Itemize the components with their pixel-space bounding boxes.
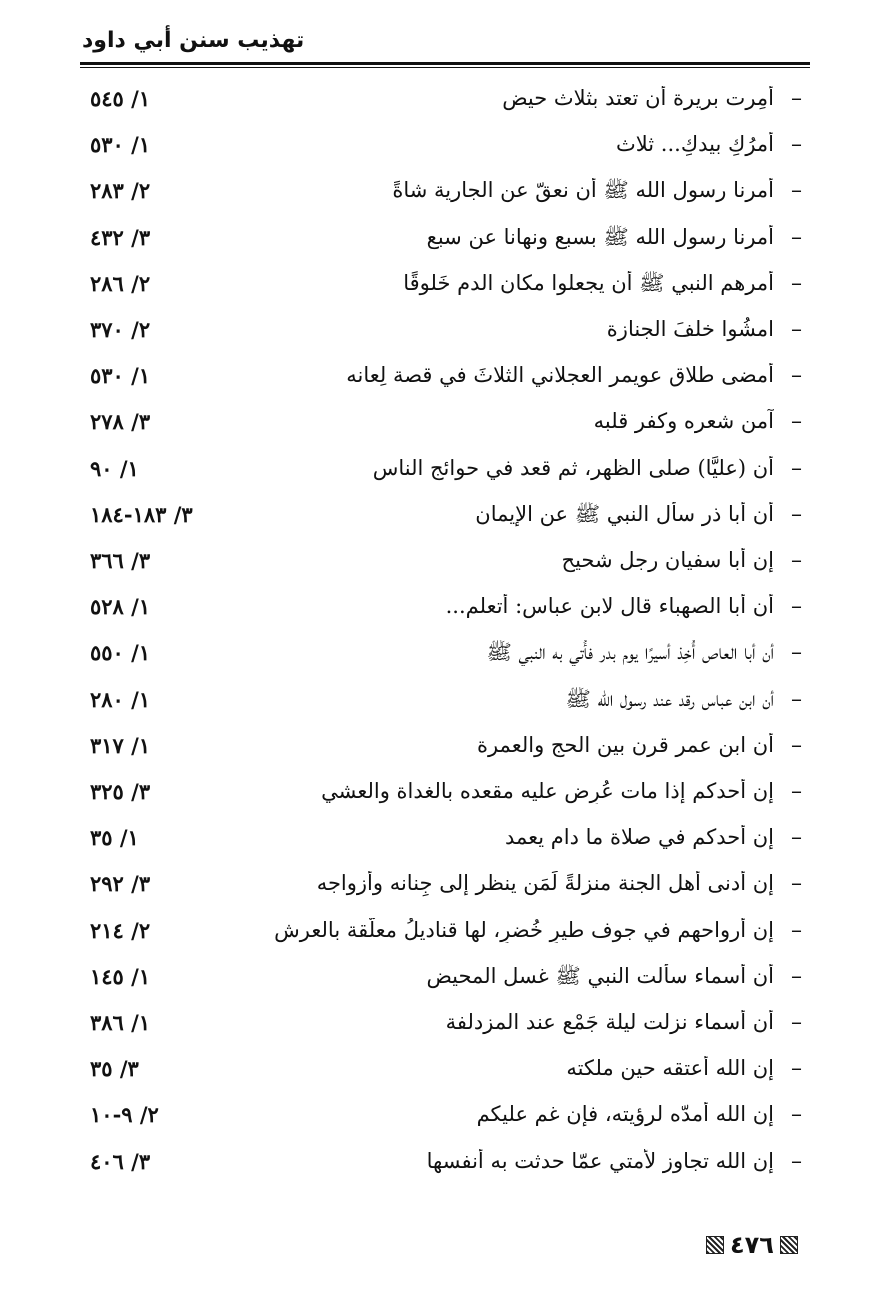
hadith-text: أمرنا رسول الله ﷺ أن نعقّ عن الجارية شاةً <box>392 178 774 203</box>
hadith-text: أن أسماء سألت النبي ﷺ غسل المحيض <box>426 963 774 988</box>
hadith-text: أمرُكِ بيدكِ... ثلاث <box>615 132 774 157</box>
list-item <box>80 727 812 773</box>
hadith-text: أن ابن عمر قرن بين الحج والعمرة <box>476 732 774 757</box>
list-item <box>80 403 812 449</box>
hadith-text: إن الله أعتقه حين ملكته <box>566 1056 774 1081</box>
list-item <box>80 126 812 172</box>
list-bullet-dash: – <box>791 501 802 527</box>
hadith-text: أن أبا الصهباء قال لابن عباس: أتعلم... <box>445 594 774 619</box>
list-item <box>80 219 812 265</box>
hadith-text: آمن شعره وكفر قلبه <box>593 409 774 434</box>
hadith-text: إن الله تجاوز لأمتي عمّا حدثت به أنفسها <box>426 1148 774 1173</box>
running-header-title: تهذيب سنن أبي داود <box>82 28 305 53</box>
list-item <box>80 80 812 126</box>
ornament-square-icon <box>780 1236 798 1254</box>
hadith-text: امشُوا خلفَ الجنازة <box>606 317 774 341</box>
list-bullet-dash: – <box>791 224 802 250</box>
volume-page-reference: ٣/ ٤٣٢ <box>90 224 151 250</box>
volume-page-reference: ١/ ٣١٧ <box>90 732 151 758</box>
list-bullet-dash: – <box>791 963 802 989</box>
list-bullet-dash: – <box>791 455 802 481</box>
volume-page-reference: ١/ ٥٥٠ <box>90 640 151 666</box>
list-item <box>80 1096 812 1142</box>
volume-page-reference: ٣/ ١٨٣-١٨٤ <box>90 501 193 527</box>
list-bullet-dash: – <box>791 132 802 158</box>
list-item <box>80 634 812 680</box>
hadith-text: أن أسماء نزلت ليلة جَمْعٍ عند المزدلفة <box>445 1010 774 1034</box>
volume-page-reference: ١/ ٥٢٨ <box>90 594 151 620</box>
volume-page-reference: ١/ ٣٥ <box>90 825 139 851</box>
hadith-index-list <box>80 80 812 1190</box>
hadith-text: إن أحدكم إذا مات عُرِض عليه مقعده بالغداة والعشي <box>321 779 774 803</box>
volume-page-reference: ١/ ٩٠ <box>90 455 139 481</box>
list-item <box>80 912 812 958</box>
list-bullet-dash: – <box>791 1148 802 1174</box>
volume-page-reference: ١/ ٣٨٦ <box>90 1010 151 1035</box>
volume-page-reference: ١/ ٥٤٥ <box>90 86 151 111</box>
list-item <box>80 819 812 865</box>
list-bullet-dash: – <box>791 1010 802 1035</box>
volume-page-reference: ٢/ ٢٨٣ <box>90 178 151 204</box>
list-bullet-dash: – <box>791 594 802 620</box>
volume-page-reference: ٣/ ٣٦٦ <box>90 548 151 573</box>
list-item <box>80 496 812 542</box>
hadith-text: أُمِرت بريرة أن تعتد بثلاث حيض <box>502 86 774 110</box>
header-rule-thin <box>80 67 810 68</box>
list-bullet-dash: – <box>791 825 802 851</box>
volume-page-reference: ٢/ ٩-١٠ <box>90 1102 159 1128</box>
ornament-square-icon <box>706 1236 724 1254</box>
list-bullet-dash: – <box>791 178 802 204</box>
list-item <box>80 1050 812 1096</box>
list-bullet-dash: – <box>791 1056 802 1082</box>
hadith-text: أن أبا العاص أُخِذ أسيرًا يوم بدر فأُتي به النبي ﷺ <box>486 640 774 665</box>
hadith-text: أمرهم النبي ﷺ أن يجعلوا مكان الدم خَلوقًا <box>403 270 774 295</box>
list-item <box>80 681 812 727</box>
volume-page-reference: ٣/ ٢٧٨ <box>90 409 151 435</box>
list-bullet-dash: – <box>791 270 802 296</box>
volume-page-reference: ١/ ١٤٥ <box>90 963 151 989</box>
page-number: ٤٧٦ <box>730 1231 774 1259</box>
page-footer <box>706 1228 798 1262</box>
list-bullet-dash: – <box>791 548 802 573</box>
list-item <box>80 357 812 403</box>
list-bullet-dash: – <box>791 86 802 111</box>
list-bullet-dash: – <box>791 1102 802 1128</box>
list-bullet-dash: – <box>791 363 802 389</box>
list-bullet-dash: – <box>791 917 802 943</box>
hadith-text: أمضى طلاق عويمر العجلاني الثلاثَ في قصة لِعانه <box>346 363 774 388</box>
list-item <box>80 450 812 496</box>
list-bullet-dash: – <box>791 732 802 758</box>
hadith-text: أن ابن عباس رقد عند رسول الله ﷺ <box>565 686 774 711</box>
list-item <box>80 265 812 311</box>
volume-page-reference: ٣/ ٢٩٢ <box>90 871 151 897</box>
volume-page-reference: ٢/ ٣٧٠ <box>90 317 151 342</box>
hadith-text: إن أحدكم في صلاة ما دام يعمد <box>504 825 774 850</box>
hadith-text: أمرنا رسول الله ﷺ بسبع ونهانا عن سبع <box>426 224 774 249</box>
list-bullet-dash: – <box>791 871 802 897</box>
list-bullet-dash: – <box>791 686 802 712</box>
volume-page-reference: ٣/ ٣٢٥ <box>90 779 151 804</box>
hadith-text: أن (عليًّا) صلى الظهر، ثم قعد في حوائج الناس <box>372 455 774 480</box>
list-bullet-dash: – <box>791 779 802 804</box>
volume-page-reference: ٣/ ٤٠٦ <box>90 1148 151 1174</box>
list-bullet-dash: – <box>791 317 802 342</box>
volume-page-reference: ٢/ ٢١٤ <box>90 917 151 943</box>
list-item <box>80 311 812 357</box>
list-item <box>80 865 812 911</box>
hadith-text: إن الله أمدّه لرؤيته، فإن غم عليكم <box>476 1102 774 1127</box>
hadith-text: أن أبا ذر سأل النبي ﷺ عن الإيمان <box>475 501 774 526</box>
hadith-text: إن أرواحهم في جوف طيرٍ خُضرٍ، لها قناديلُ معلَّقة بالعرش <box>274 917 774 942</box>
header-rule-thick <box>80 62 810 65</box>
list-item <box>80 1143 812 1189</box>
volume-page-reference: ٢/ ٢٨٦ <box>90 270 151 296</box>
hadith-text: إن أدنى أهل الجنة منزلةً لَمَن ينظر إلى جِنانه وأزواجه <box>316 871 774 896</box>
list-item <box>80 1004 812 1050</box>
list-item <box>80 172 812 218</box>
volume-page-reference: ١/ ٥٣٠ <box>90 132 151 158</box>
hadith-text: إن أبا سفيان رجل شحيح <box>561 548 774 572</box>
volume-page-reference: ١/ ٥٣٠ <box>90 363 151 389</box>
list-item <box>80 773 812 819</box>
volume-page-reference: ١/ ٢٨٠ <box>90 686 151 712</box>
list-item <box>80 958 812 1004</box>
list-item <box>80 588 812 634</box>
list-bullet-dash: – <box>791 409 802 435</box>
volume-page-reference: ٣/ ٣٥ <box>90 1056 139 1082</box>
list-bullet-dash: – <box>791 640 802 666</box>
list-item <box>80 542 812 588</box>
